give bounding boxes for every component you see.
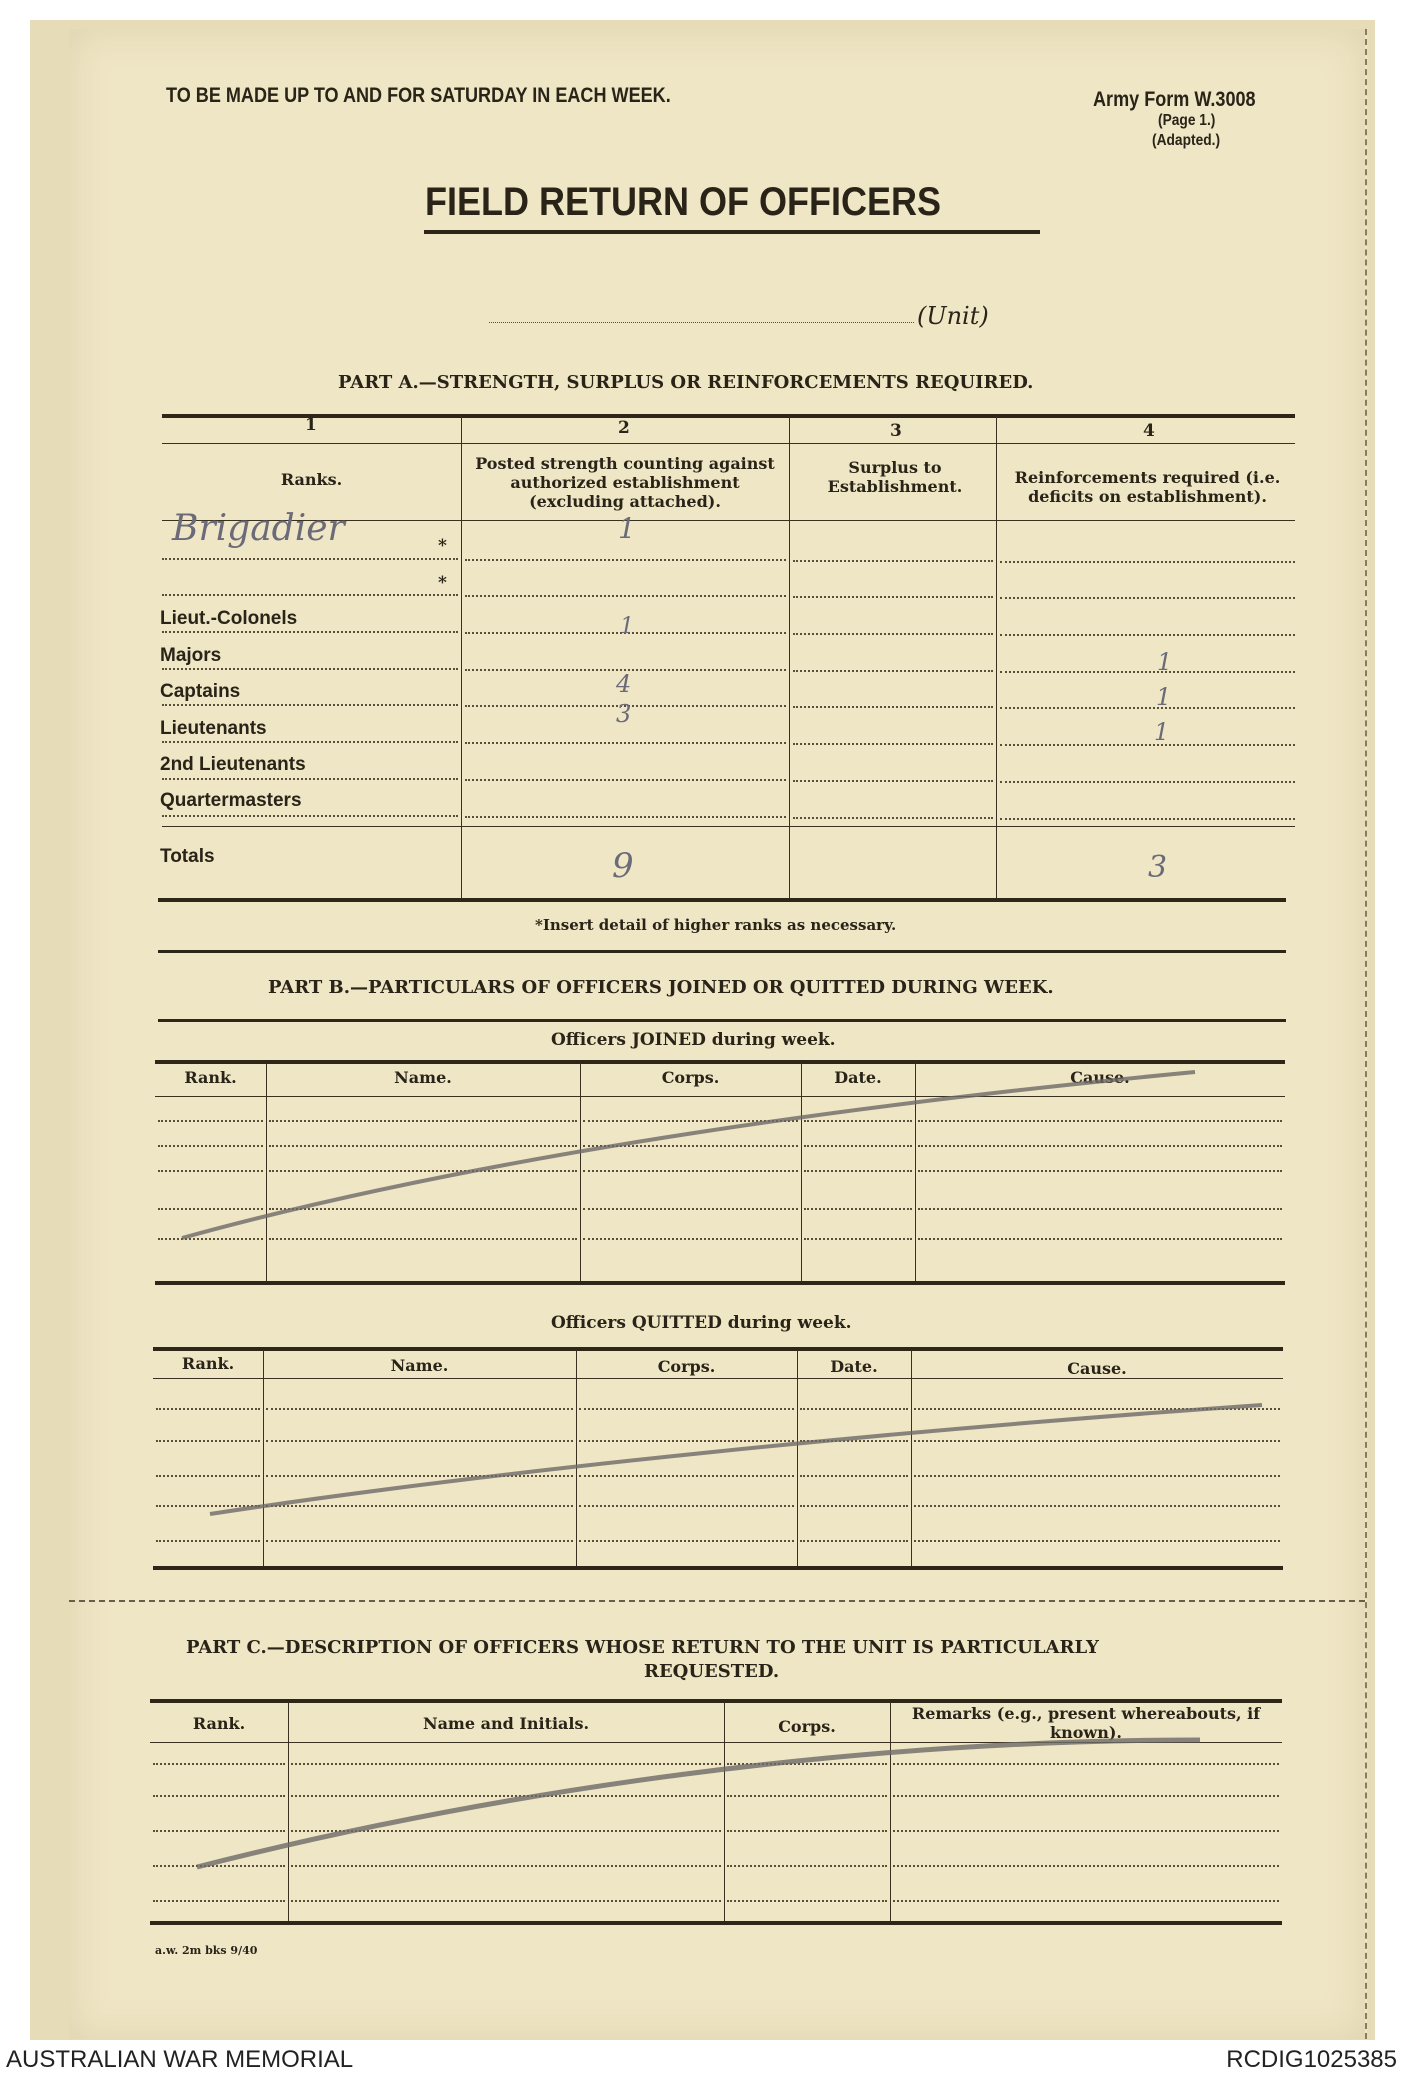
caption-right: RCDIG1025385 xyxy=(1226,2046,1397,2073)
header-reinforcements: Reinforcements required (i.e. deficits on establishment). xyxy=(1014,468,1281,506)
part-a-heading: PART A.—STRENGTH, SURPLUS OR REINFORCEMENTS REQUIRED. xyxy=(338,372,1034,393)
header-ranks: Ranks. xyxy=(280,470,343,489)
column-header: Name. xyxy=(390,1356,449,1375)
column-header: Remarks (e.g., present whereabouts, if known). xyxy=(911,1704,1261,1742)
print-code: a.w. 2m bks 9/40 xyxy=(155,1944,258,1957)
col-number-1: 1 xyxy=(305,415,317,435)
posted-lieutenants: 3 xyxy=(616,700,632,728)
header-surplus: Surplus to Establishment. xyxy=(827,458,963,496)
column-header: Corps. xyxy=(778,1717,836,1736)
column-header: Name and Initials. xyxy=(422,1714,590,1733)
rank-lieut-colonels: Lieut.-Colonels xyxy=(160,608,298,629)
rank-captains: Captains xyxy=(160,681,241,702)
reinforcements-lieutenants: 1 xyxy=(1154,718,1170,746)
posted-brigadier: 1 xyxy=(618,512,636,545)
star-marker: * xyxy=(438,536,447,556)
column-header: Date. xyxy=(830,1357,878,1376)
strike-line-quitted xyxy=(210,1405,1262,1514)
column-header: Date. xyxy=(834,1068,882,1087)
reinforcements-total: 3 xyxy=(1148,850,1168,885)
strike-line-joined xyxy=(182,1072,1195,1238)
part-b-heading: PART B.—PARTICULARS OF OFFICERS JOINED OR QUITTED DURING WEEK. xyxy=(268,977,1054,998)
column-header: Cause. xyxy=(1070,1068,1130,1087)
reinforcements-majors: 1 xyxy=(1157,648,1173,676)
instruction-text: TO BE MADE UP TO AND FOR SATURDAY IN EACH WEEK. xyxy=(166,84,671,107)
posted-total: 9 xyxy=(612,846,634,886)
col-number-4: 4 xyxy=(1143,421,1155,441)
col-number-3: 3 xyxy=(890,421,902,441)
quitted-title: Officers QUITTED during week. xyxy=(551,1313,852,1333)
part-c-heading-line1: PART C.—DESCRIPTION OF OFFICERS WHOSE RETURN TO THE UNIT IS PARTICULARLY xyxy=(186,1637,1099,1658)
column-header: Cause. xyxy=(1067,1359,1127,1378)
caption-left: AUSTRALIAN WAR MEMORIAL xyxy=(6,2046,354,2073)
rank-majors: Majors xyxy=(160,645,222,666)
form-number: Army Form W.3008 xyxy=(1093,88,1256,111)
column-header: Rank. xyxy=(192,1714,246,1733)
column-header: Corps. xyxy=(657,1357,716,1376)
column-header: Rank. xyxy=(181,1354,235,1373)
column-header: Name. xyxy=(394,1068,452,1087)
page-title: FIELD RETURN OF OFFICERS xyxy=(425,180,941,224)
col-number-2: 2 xyxy=(618,418,630,438)
posted-captains: 4 xyxy=(616,670,632,698)
part-c-heading-line2: REQUESTED. xyxy=(644,1661,780,1682)
rank-quartermasters: Quartermasters xyxy=(160,790,302,811)
footnote: *Insert detail of higher ranks as necessary. xyxy=(535,916,897,934)
column-header: Corps. xyxy=(661,1068,720,1087)
totals-label: Totals xyxy=(160,846,215,867)
handwritten-rank-brigadier: Brigadier xyxy=(172,508,345,549)
strike-line-part-c xyxy=(197,1740,1200,1867)
star-marker: * xyxy=(438,573,447,593)
joined-title: Officers JOINED during week. xyxy=(551,1030,836,1050)
reinforcements-captains: 1 xyxy=(1156,683,1172,711)
form-page: (Page 1.) xyxy=(1158,112,1216,129)
header-posted-strength: Posted strength counting against authorized establishment (excluding attached). xyxy=(475,454,775,511)
column-header: Rank. xyxy=(184,1068,237,1087)
unit-label: (Unit) xyxy=(917,302,989,330)
posted-lieut-colonels: 1 xyxy=(620,614,634,639)
rank-2nd-lieutenants: 2nd Lieutenants xyxy=(160,754,306,775)
rank-lieutenants: Lieutenants xyxy=(160,718,267,739)
form-adapted: (Adapted.) xyxy=(1152,132,1221,149)
